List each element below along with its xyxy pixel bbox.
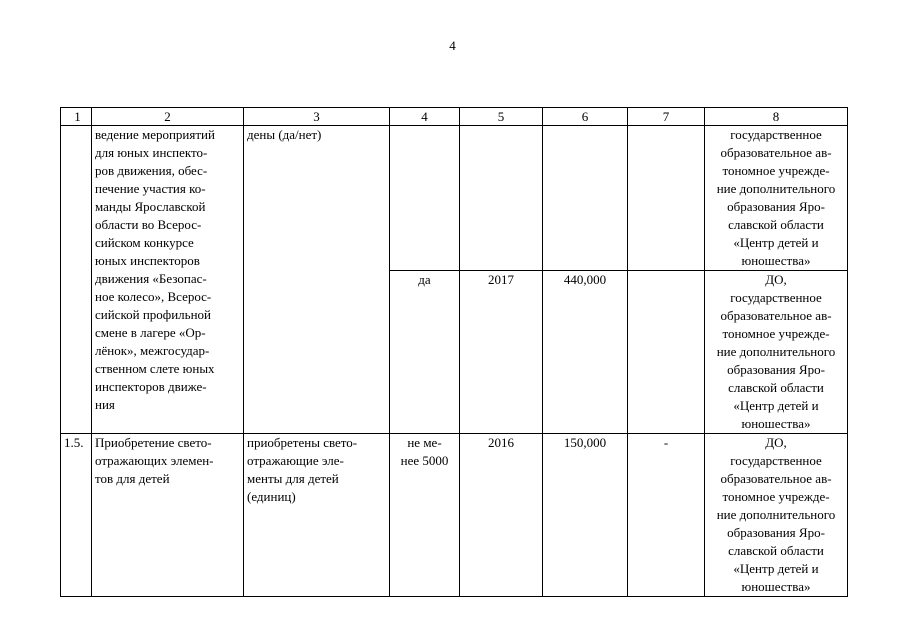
indicator-cell [244,434,390,597]
text-line: отражающие эле- [247,453,344,468]
text-line: славской области [728,543,824,558]
other-cell: - [628,434,705,597]
text-line: образования Яро- [727,362,825,377]
year-cell: 2016 [460,434,543,597]
indicator-text [247,434,386,506]
header-row [61,108,848,126]
text-line: образования Яро- [727,199,825,214]
indicator-cell [244,126,390,434]
other-cell [628,126,705,271]
page-number: 4 [449,38,456,53]
text-line: тономное учрежде- [722,326,830,341]
text-line: отражающих элемен- [95,453,214,468]
text-line: ное колесо», Всерос- [95,289,212,304]
text-line: образовательное ав- [720,471,832,486]
text-line: движения «Безопас- [95,271,207,286]
year-cell [460,126,543,271]
executor-text [708,271,844,433]
value-text [393,434,456,470]
row-number-cell [61,126,92,434]
text-line: не ме- [407,435,442,450]
text-line: ние дополнительного [716,181,836,196]
header-cell: 8 [705,108,848,126]
measure-cell [92,126,244,434]
text-line: области во Всерос- [95,217,202,232]
text-line: славской области [728,380,824,395]
text-line: славской области [728,217,824,232]
measure-text [95,434,240,488]
text-line: тов для детей [95,471,170,486]
row-number-cell: 1.5. [61,434,92,597]
header-cell: 3 [244,108,390,126]
text-line: смене в лагере «Ор- [95,325,206,340]
header-cell: 4 [390,108,460,126]
year-cell: 2017 [460,271,543,434]
text-line: печение участия ко- [95,181,206,196]
value-cell [390,434,460,597]
amount-cell: 440,000 [543,271,628,434]
text-line: ние дополнительного [716,507,836,522]
executor-text [708,126,844,270]
executor-cell [705,271,848,434]
amount-cell: 150,000 [543,434,628,597]
header-cell: 2 [92,108,244,126]
header-cell: 7 [628,108,705,126]
executor-text [708,434,844,596]
text-line: ние дополнительного [716,344,836,359]
text-line: нее 5000 [400,453,449,468]
text-line: ведение мероприятий [95,127,215,142]
text-line: государственное [730,290,822,305]
header-cell: 5 [460,108,543,126]
text-line: манды Ярославской [95,199,206,214]
table-row [61,434,848,597]
text-line: юных инспекторов [95,253,200,268]
text-line: ния [95,397,115,412]
text-line: юношества» [741,579,811,594]
value-cell [390,126,460,271]
text-line: (единиц) [247,489,296,504]
executor-cell [705,126,848,271]
text-line: «Центр детей и [733,561,819,576]
amount-cell [543,126,628,271]
text-line: тономное учрежде- [722,489,830,504]
text-line: «Центр детей и [733,398,819,413]
table-row [61,126,848,271]
text-line: Приобретение свето- [95,435,212,450]
indicator-text [247,126,386,144]
plan-table [60,107,848,597]
text-line: юношества» [741,416,811,431]
text-line: государственное [730,453,822,468]
text-line: для юных инспекто- [95,145,208,160]
measure-cell [92,434,244,597]
text-line: образовательное ав- [720,308,832,323]
measure-text [95,126,240,414]
value-cell: да [390,271,460,434]
text-line: сийской профильной [95,307,211,322]
text-line: образования Яро- [727,525,825,540]
executor-cell [705,434,848,597]
text-line: ственном слете юных [95,361,215,376]
text-line: менты для детей [247,471,339,486]
text-line: тономное учрежде- [722,163,830,178]
text-line: ров движения, обес- [95,163,208,178]
header-cell: 6 [543,108,628,126]
text-line: ДО, [765,435,787,450]
text-line: лёнок», межгосудар- [95,343,210,358]
text-line: государственное [730,127,822,142]
text-line: приобретены свето- [247,435,358,450]
text-line: дены (да/нет) [247,127,322,142]
text-line: инспекторов движе- [95,379,207,394]
text-line: сийском конкурсе [95,235,194,250]
text-line: ДО, [765,272,787,287]
text-line: образовательное ав- [720,145,832,160]
text-line: «Центр детей и [733,235,819,250]
header-cell: 1 [61,108,92,126]
other-cell [628,271,705,434]
text-line: юношества» [741,253,811,268]
